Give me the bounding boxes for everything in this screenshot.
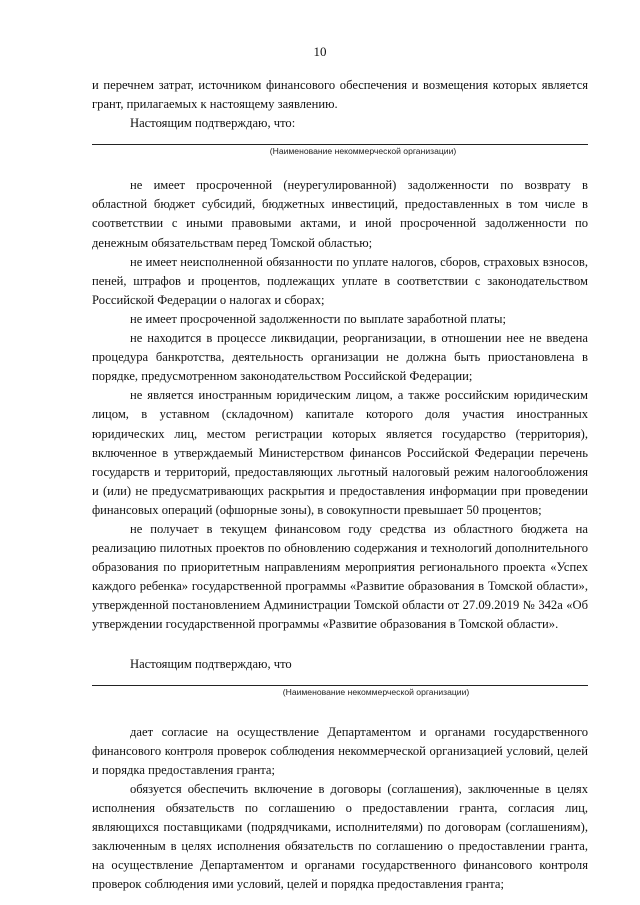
- consent-inspections: дает согласие на осуществление Департаментом и органами государственного финансового контроля проверок соблюдения некоммерческой организацией условий, целей и порядка предоставления гранта;: [92, 724, 588, 777]
- condition-liquidation: не находится в процессе ликвидации, реорганизации, в отношении нее не введена процедура банкротства, деятельность организации не должна быть приостановлена в порядке, предусмотренном законодательством Российской Федерации;: [92, 331, 588, 384]
- organization-name-line-1: [92, 133, 588, 145]
- page-number: 10: [313, 44, 327, 59]
- confirm-heading-2: Настоящим подтверждаю, что: [130, 656, 292, 671]
- intro-paragraph: и перечнем затрат, источником финансового обеспечения и возмещения которых является грант, прилагаемых к настоящему заявлению.: [92, 78, 588, 112]
- condition-wages: не имеет просроченной задолженности по выплате заработной платы;: [130, 311, 506, 326]
- consent-contracts: обязуется обеспечить включение в договоры (соглашения), заключенные в целях исполнения обязательств по соглашению о предоставлении гранта, согласия лиц, являющихся поставщиками (подрядчиками, исполнителями) по договорам (соглашениям), заключенным в целях исполнения обязательств по соглашению о предоставлении гранта, на осуществление Департаментом и органами государственного финансового контроля проверок соблюдения ими условий, целей и порядка предоставления гранта;: [92, 781, 588, 892]
- condition-taxes: не имеет неисполненной обязанности по уплате налогов, сборов, страховых взносов, пеней, штрафов и процентов, подлежащих уплате в соответствии с законодательством Российской Федерации о налогах и сборах;: [92, 254, 588, 307]
- condition-no-pilot-funding: не получает в текущем финансовом году средства из областного бюджета на реализацию пилотных проектов по обновлению содержания и технологий дополнительного образования по приоритетным направлениям мероприятия регионального проекта «Успех каждого ребенка» государственной программы «Развитие образования в Томской области», утвержденной постановлением Администрации Томской области от 27.09.2019 № 342а «Об утверждении государственной программы «Развитие образования в Томской области».: [92, 521, 588, 632]
- condition-foreign-entity: не является иностранным юридическим лицом, а также российским юридическим лицом, в уставном (складочном) капитале которого доля участия иностранных юридических лиц, местом регистрации которых является государство (территория), включенное в утверждаемый Министерством финансов Российской Федерации перечень государств и территорий, предоставляющих льготный налоговый режим налогообложения и (или) не предусматривающих раскрытия и предоставления информации при проведении финансовых операций (офшорные зоны), в совокупности превышает 50 процентов;: [92, 388, 588, 517]
- confirm-heading-1: Настоящим подтверждаю, что:: [130, 116, 296, 131]
- organization-name-caption-2: (Наименование некоммерческой организации): [282, 686, 470, 697]
- condition-debt-to-budget: не имеет просроченной (неурегулированной) задолженности по возврату в областной бюджет субсидий, бюджетных инвестиций, предоставленных в том числе в соответствии с иными правовыми актами, и иной просроченной задолженности по денежным обязательствам перед Томской областью;: [92, 178, 588, 250]
- organization-name-line-2: [92, 674, 588, 686]
- organization-name-caption-1: (Наименование некоммерческой организации): [269, 146, 457, 157]
- document-body: [92, 76, 588, 894]
